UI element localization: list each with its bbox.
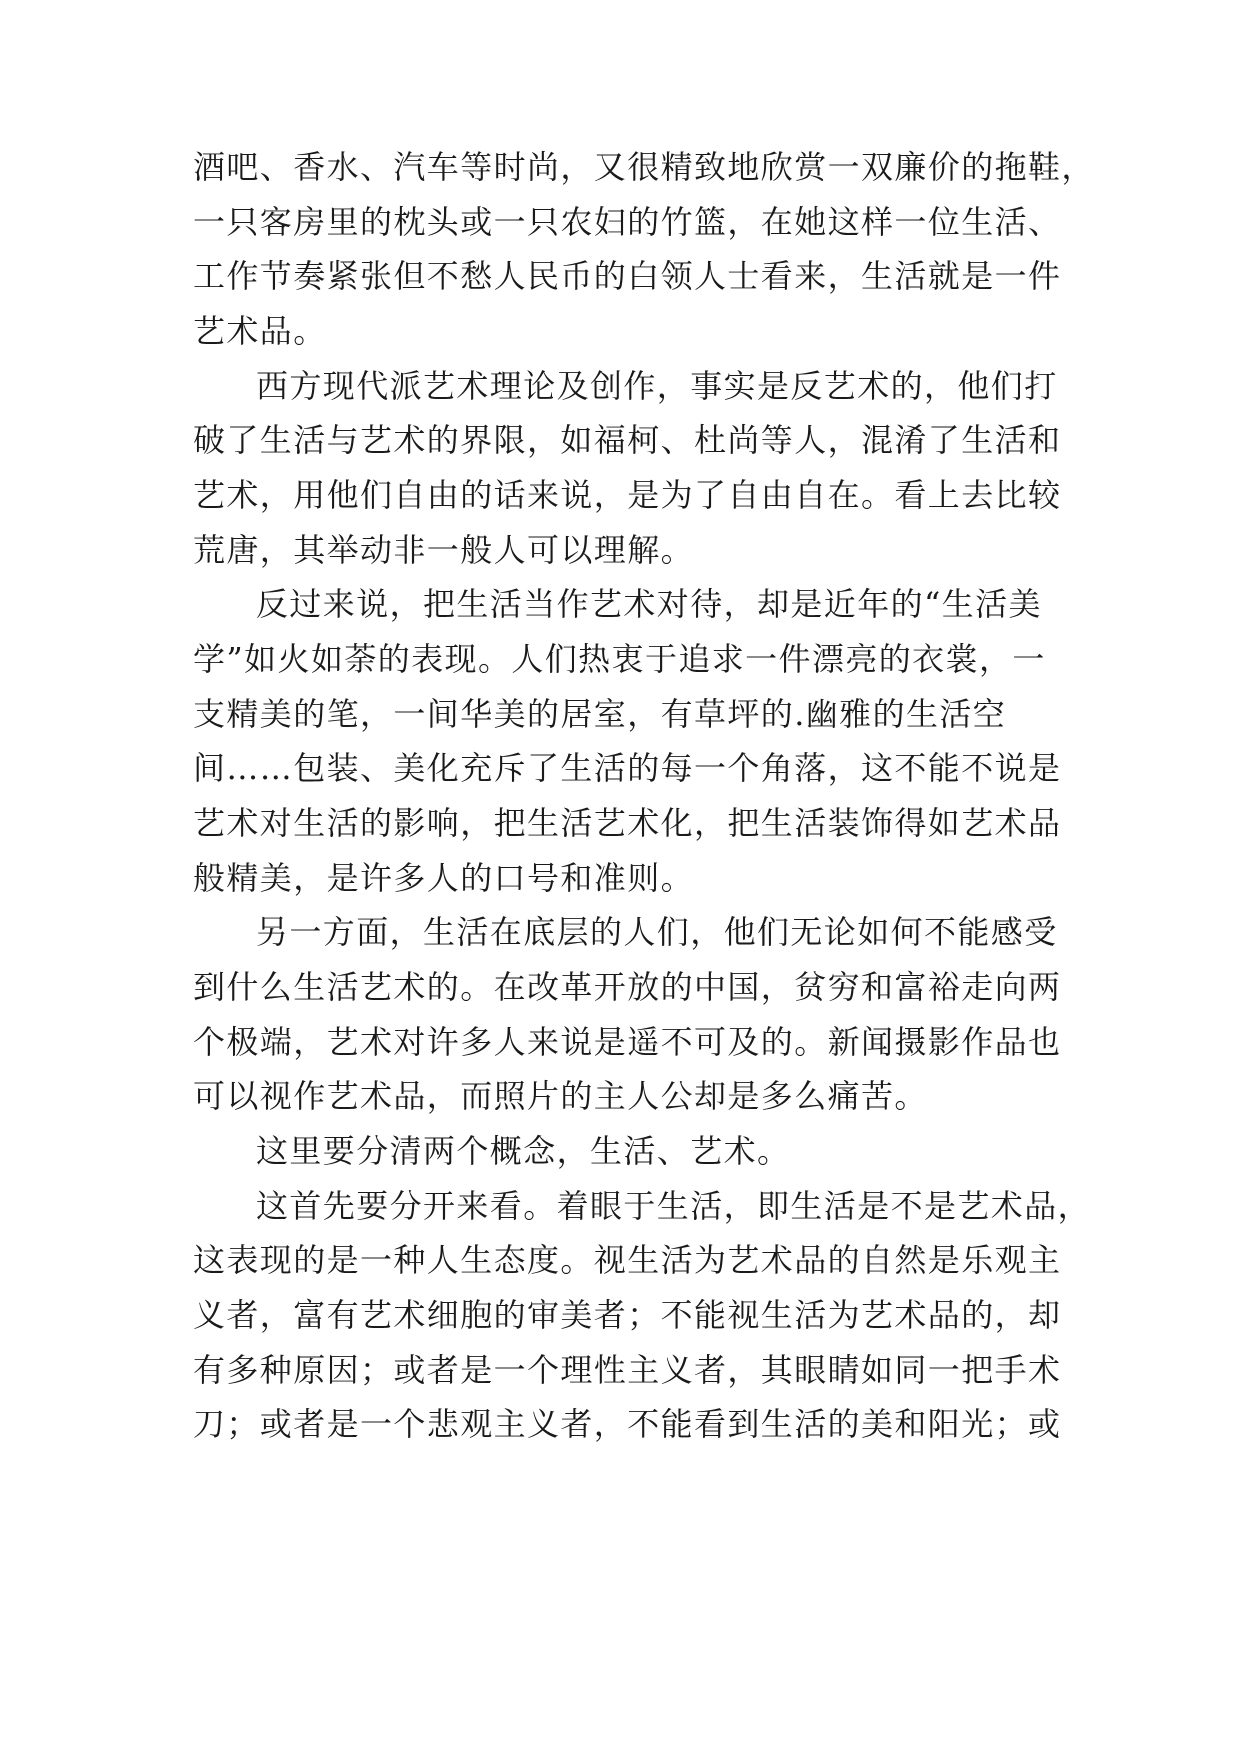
text-line: 艺术对生活的影响，把生活艺术化，把生活装饰得如艺术品 [193,804,1062,842]
text-line: 这表现的是一种人生态度。视生活为艺术品的自然是乐观主 [193,1241,1062,1279]
text-line: 刀；或者是一个悲观主义者，不能看到生活的美和阳光；或 [193,1405,1062,1443]
text-line: 艺术品。 [193,312,327,350]
text-line: 个极端，艺术对许多人来说是遥不可及的。新闻摄影作品也 [193,1023,1062,1061]
text-line: 工作节奏紧张但不愁人民币的白领人士看来，生活就是一件 [193,257,1062,295]
paragraph-first-line: 这里要分清两个概念，生活、艺术。 [256,1132,791,1170]
paragraph-first-line: 另一方面，生活在底层的人们，他们无论如何不能感受 [256,913,1058,951]
paragraph-first-line: 反过来说，把生活当作艺术对待，却是近年的“生活美 [256,585,1042,623]
paragraph-first-line: 这首先要分开来看。着眼于生活，即生活是不是艺术品， [256,1187,1092,1225]
text-line: 到什么生活艺术的。在改革开放的中国，贫穷和富裕走向两 [193,968,1062,1006]
text-line: 义者，富有艺术细胞的审美者；不能视生活为艺术品的，却 [193,1296,1062,1334]
paragraph-first-line: 西方现代派艺术理论及创作，事实是反艺术的，他们打 [256,367,1058,405]
text-line: 艺术，用他们自由的话来说，是为了自由自在。看上去比较 [193,476,1062,514]
text-line: 可以视作艺术品，而照片的主人公却是多么痛苦。 [193,1077,928,1115]
text-line: 有多种原因；或者是一个理性主义者，其眼睛如同一把手术 [193,1351,1062,1389]
text-line: 支精美的笔，一间华美的居室，有草坪的.幽雅的生活空 [193,695,1007,733]
text-line: 间……包装、美化充斥了生活的每一个角落，这不能不说是 [193,749,1062,787]
text-line: 酒吧、香水、汽车等时尚，又很精致地欣赏一双廉价的拖鞋， [193,148,1095,186]
text-line: 一只客房里的枕头或一只农妇的竹篮，在她这样一位生活、 [193,203,1062,241]
text-line: 荒唐，其举动非一般人可以理解。 [193,531,695,569]
text-line: 学”如火如荼的表现。人们热衷于追求一件漂亮的衣裳，一 [193,640,1046,678]
text-line: 破了生活与艺术的界限，如福柯、杜尚等人，混淆了生活和 [193,421,1062,459]
text-line: 般精美，是许多人的口号和准则。 [193,859,695,897]
